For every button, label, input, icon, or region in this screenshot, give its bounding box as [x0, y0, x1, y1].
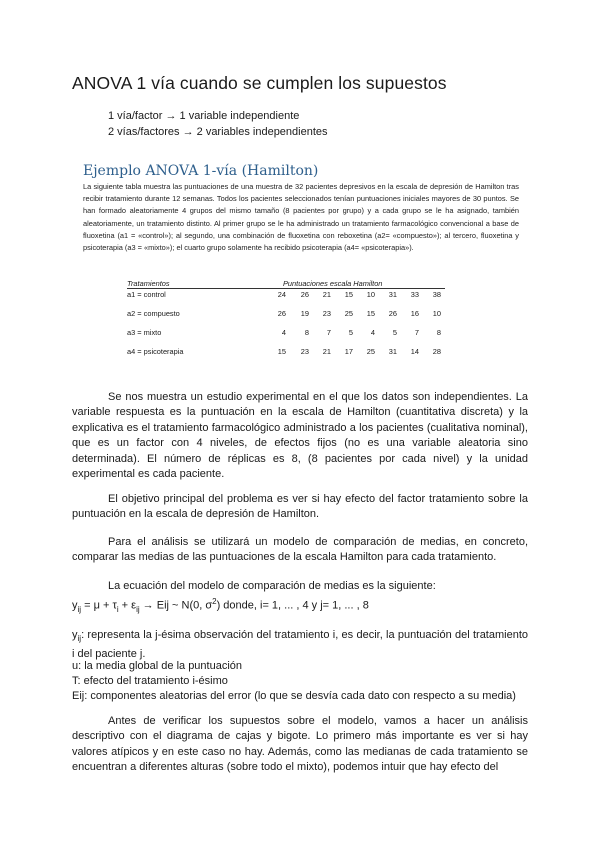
- eq-mu-tau: = μ + τ: [81, 599, 117, 612]
- page-title: ANOVA 1 vía cuando se cumplen los supuestos: [72, 73, 447, 93]
- table-cell: 31: [388, 290, 397, 299]
- paragraph-2: [72, 492, 528, 523]
- bullet-1: 1 vía/factor → 1 variable independiente: [108, 110, 300, 122]
- table-cell: 38: [432, 290, 441, 299]
- table-cell: 5: [392, 328, 397, 337]
- table-row: [127, 290, 445, 302]
- table-cell: 21: [322, 347, 331, 356]
- table-cell: 19: [300, 309, 309, 318]
- model-equation: [72, 597, 369, 614]
- eq-sub-i: i: [116, 604, 119, 614]
- definition-t: T: efecto del tratamiento i-ésimo: [72, 675, 228, 687]
- paragraph-1: [72, 390, 528, 482]
- def-yij-text: : representa la j-ésima observación del tratamiento i, es decir, la puntuación del tratamiento i del paciente j.: [72, 629, 528, 660]
- table-cell: 33: [410, 290, 419, 299]
- eq-y: y: [72, 599, 78, 612]
- paragraph-2-text: El objetivo principal del problema es ver si hay efecto del factor tratamiento sobre la puntuación en la escala de depresión de Hamilton.: [72, 493, 528, 521]
- table-cell: 14: [410, 347, 419, 356]
- table-cell: 10: [432, 309, 441, 318]
- row-label: a4 = psicoterapia: [127, 347, 184, 356]
- table-cell: 8: [436, 328, 441, 337]
- table-cell: 26: [300, 290, 309, 299]
- row-label: a2 = compuesto: [127, 309, 180, 318]
- table-cell: 5: [348, 328, 353, 337]
- table-cell: 25: [344, 309, 353, 318]
- eq-sub-ij-2: ij: [136, 604, 140, 614]
- paragraph-4: [72, 579, 528, 594]
- example-body: La siguiente tabla muestra las puntuaciones de una muestra de 32 pacientes depresivos en la escala de depresión de Hamilton tras recibir tratamiento durante 12 semanas. Todos los pacientes seleccionados tenían puntuaciones iniciales mayores de 30 puntos. Se han formado aleatoriamente 4 grupos del mismo tamaño (8 pacientes por grupo) y a cada grupo se le ha asignado, también aleatoriamente, un tratamiento distinto. Al primer grupo se le ha administrado un tratamiento farmacológico convencional a base de fluoxetina (a1 = «control»); al segundo, una combinación de fluoxetina con reboxetina (a2= «compuesto»); al tercero, fluoxetina y psicoterapia (a3 = «mixto»); el cuarto grupo solamente ha recibido psicoterapia (a4= «psicoterapia»).: [83, 182, 519, 253]
- eq-sup-2: 2: [212, 597, 217, 606]
- table-row: [127, 309, 445, 321]
- table-cell: 26: [277, 309, 286, 318]
- table-cell: 8: [304, 328, 309, 337]
- eq-eps: + ε: [118, 599, 137, 612]
- eq-sub-ij: ij: [77, 604, 82, 614]
- row-label: a1 = control: [127, 290, 166, 299]
- paragraph-5-text: Antes de verificar los supuestos sobre el modelo, vamos a hacer un análisis descriptivo con el diagrama de cajas y bigote. Lo primero más importante es ver si hay valores atípicos y en este caso no hay. Además, como las medianas de cada tratamiento se encuentran a diferentes alturas (sobre todo el mixto), podemos intuir que hay efecto del: [72, 715, 528, 774]
- table-header: [127, 278, 445, 289]
- table-row: [127, 347, 445, 359]
- table-cell: 23: [322, 309, 331, 318]
- eq-arrow: → Eij ~ N(0, σ: [139, 599, 213, 612]
- table-cell: 10: [366, 290, 375, 299]
- table-cell: 23: [300, 347, 309, 356]
- example-title: Ejemplo ANOVA 1-vía (Hamilton): [83, 163, 319, 179]
- table-cell: 7: [326, 328, 331, 337]
- definition-eij: Eij: componentes aleatorias del error (lo que se desvía cada dato con respecto a su media): [72, 690, 516, 702]
- table-cell: 15: [366, 309, 375, 318]
- row-label: a3 = mixto: [127, 328, 162, 337]
- paragraph-1-text: Se nos muestra un estudio experimental en el que los datos son independientes. La variable respuesta es la puntuación en la escala de Hamilton (cuantitativa discreta) y la explicativa es el tratamiento farmacológico administrado a los pacientes (cualitativa nominal), que es un factor con 4 niveles, de efectos fijos (no es una variable aleatoria sino determinada). El número de réplicas es 8, (8 pacientes por cada nivel) y la unidad experimental es cada paciente.: [72, 391, 528, 481]
- table-cell: 16: [410, 309, 419, 318]
- table-cell: 31: [388, 347, 397, 356]
- definition-u: u: la media global de la puntuación: [72, 660, 243, 672]
- table-row: [127, 328, 445, 340]
- paragraph-3: [72, 535, 528, 566]
- paragraph-4-text: La ecuación del modelo de comparación de medias es la siguiente:: [108, 580, 436, 592]
- table-col-treatments: Tratamientos: [127, 279, 170, 288]
- table-cell: 24: [277, 290, 286, 299]
- table-cell: 28: [432, 347, 441, 356]
- table-cell: 26: [388, 309, 397, 318]
- table-col-scores: Puntuaciones escala Hamilton: [283, 279, 383, 288]
- bullet-2: 2 vías/factores → 2 variables independientes: [108, 126, 328, 138]
- def-y-sub: ij: [77, 634, 82, 644]
- paragraph-3-text: Para el análisis se utilizará un modelo de comparación de medias, en concreto, comparar las medias de las puntuaciones de la escala Hamilton para cada tratamiento.: [72, 536, 528, 564]
- table-cell: 15: [277, 347, 286, 356]
- table-cell: 15: [344, 290, 353, 299]
- definition-yij: [72, 628, 528, 662]
- paragraph-5: [72, 714, 528, 776]
- table-cell: 25: [366, 347, 375, 356]
- eq-tail: ) donde, i= 1, ... , 4 y j= 1, ... , 8: [216, 599, 369, 612]
- def-y-symbol: y: [72, 629, 78, 641]
- table-cell: 7: [414, 328, 419, 337]
- table-cell: 4: [370, 328, 375, 337]
- table-cell: 4: [281, 328, 286, 337]
- table-cell: 17: [344, 347, 353, 356]
- table-cell: 21: [322, 290, 331, 299]
